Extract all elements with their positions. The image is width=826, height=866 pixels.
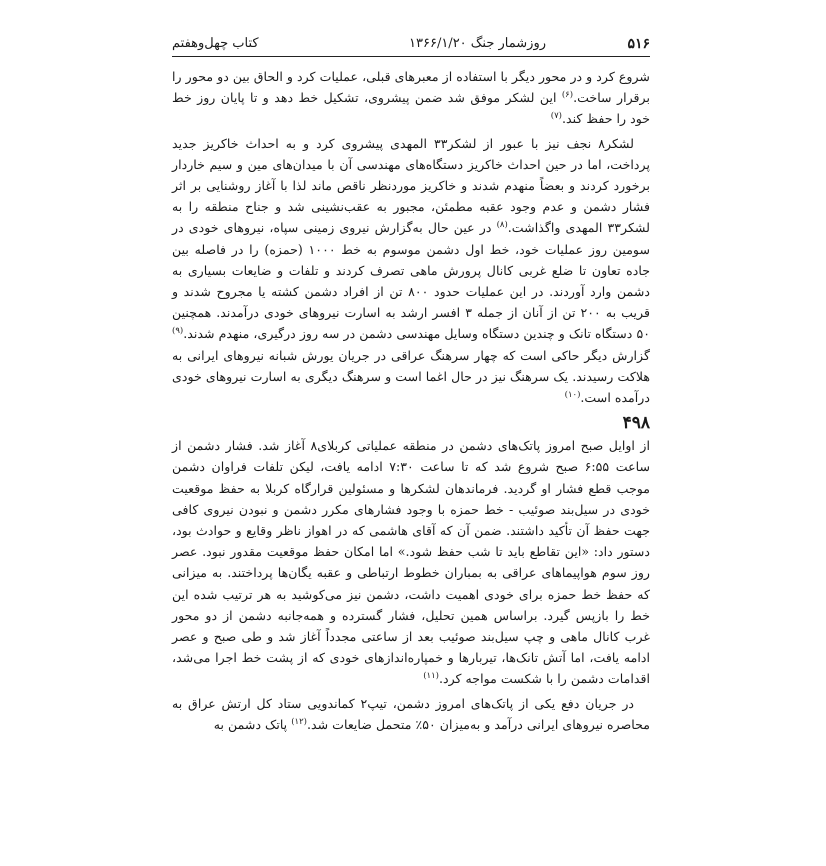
running-header (172, 30, 650, 57)
paragraph-text: در عین حال به‌گزارش نیروی زمینی سپاه، نیروهای خودی در سومین روز عملیات خود، خط اول دشمن موسوم به خط ۱۰۰۰ (حمزه) را در فاصله بین جاده تعاون تا ضلع غربی کانال پرورش ماهی تصرف کردند و تلفات و ضایعات بسیاری به دشمن وارد آوردند. در این عملیات حدود ۸۰۰ تن از افراد دشمن کشته یا مجروح شدند و قریب به ۲۰۰ تن از آنان از جمله ۳ افسر ارشد به اسارت نیروهای خودی درآمدند. همچنین ۵۰ دستگاه تانک و چندین دستگاه وسایل مهندسی دشمن در سه روز درگیری، منهدم شدند. (172, 220, 651, 342)
body-text (172, 66, 650, 735)
running-title: روزشمار جنگ ۱۳۶۶/۱/۲۰ (409, 36, 546, 51)
footnote-marker: (۷) (550, 111, 562, 122)
paragraph-text: در جریان دفع یکی از پاتک‌های امروز دشمن، تیپ۲ کماندویی ستاد کل ارتش عراق به محاصره نیروهای ایرانی درآمد و به‌میزان ۵۰٪ متحمل ضایعات شد. (172, 695, 650, 732)
paragraph-text: این لشکر موفق شد ضمن پیشروی، تشکیل خط دهد و تا پایان روز خط خود را حفظ کند. (172, 90, 650, 127)
footnote-marker: (۶) (561, 90, 574, 101)
footnote-marker: (۱۱) (423, 671, 439, 682)
entry-number: ۴۹۸ (622, 413, 650, 434)
footnote-marker: (۹) (172, 326, 184, 337)
paragraph (172, 133, 650, 409)
paragraph (172, 435, 650, 689)
paragraph-continuation (172, 66, 650, 130)
book-title: کتاب چهل‌وهفتم (172, 36, 259, 51)
footnote-marker: (۱۲) (291, 716, 307, 727)
footnote-marker: (۱۰) (564, 389, 581, 400)
paragraph-text: شروع کرد و در محور دیگر با استفاده از معبرهای قبلی، عملیات کرد و الحاق بین دو محور را برقرار ساخت. (172, 69, 650, 106)
paragraph (172, 693, 650, 735)
book-page (172, 30, 650, 738)
page-number: ۵۱۶ (627, 36, 650, 52)
footnote-marker: (۸) (496, 220, 508, 231)
paragraph-text: از اوایل صبح امروز پاتک‌های دشمن در منطقه عملیاتی کربلای۸ آغاز شد. فشار دشمن از ساعت ۶:۵۵ صبح شروع شد که تا ساعت ۷:۳۰ ادامه یافت، لیکن تلفات فراوان دشمن موجب قطع فشار او گردید. فرماندهان لشکرها و مسئولین قرارگاه کربلا به حفظ موقعیت خودی در سیل‌بند صوئیب - خط حمزه با وجود فشارهای مکرر دشمن و نبودن نیروی کافی جهت حفظ آن تأکید داشتند. ضمن آن که آقای هاشمی که در اهواز ناظر وقایع و حوادث بود، دستور داد: «این تقاطع باید تا شب حفظ شود.» اما امکان حفظ موقعیت مقدور نبود. عصر روز سوم هواپیماهای عراقی به بمباران خطوط ارتباطی و عقبه یگان‌ها پرداختند. به میزانی که حفظ خط حمزه برای خودی اهمیت داشت، دشمن نیز می‌کوشید به هر ترتیب شده این خط را بازپس گیرد. براساس همین تحلیل، فشار گسترده و همه‌جانبه دشمن از دو محور غرب کانال ماهی و چپ سیل‌بند صوئیب بعد از ساعتی مجدداً آغاز شد و طی صبح و عصر ادامه یافت، اما آتش تانک‌ها، تیربارها و خمپاره‌اندازهای خودی که از پشت خط اجرا می‌شد، اقدامات دشمن را با شکست مواجه کرد. (172, 438, 650, 687)
paragraph-text: پاتک دشمن به (213, 716, 292, 732)
paragraph-text: گزارش دیگر حاکی است که چهار سرهنگ عراقی در جریان یورش شبانه نیروهای ایرانی به هلاکت رسیدند. یک سرهنگ نیز در حال اغما است و سرهنگ دیگری به اسارت نیروهای خودی درآمده است. (172, 347, 650, 406)
paragraph-text: لشکر۸ نجف نیز با عبور از لشکر۳۳ المهدی پیشروی کرد و به احداث خاکریز جدید پرداخت، اما در حین احداث خاکریز دستگاه‌های مهندسی آن با میدان‌های مین و سیم خاردار برخورد کردند و بعضاً منهدم شدند و خاکریز موردنظر ناقص ماند لذا با آغاز روشنایی بر اثر فشار دشمن و عدم وجود عقبه مطمئن، مجبور به عقب‌نشینی شد و جناح منطقه را به لشکر۳۳ المهدی واگذاشت. (172, 135, 650, 236)
